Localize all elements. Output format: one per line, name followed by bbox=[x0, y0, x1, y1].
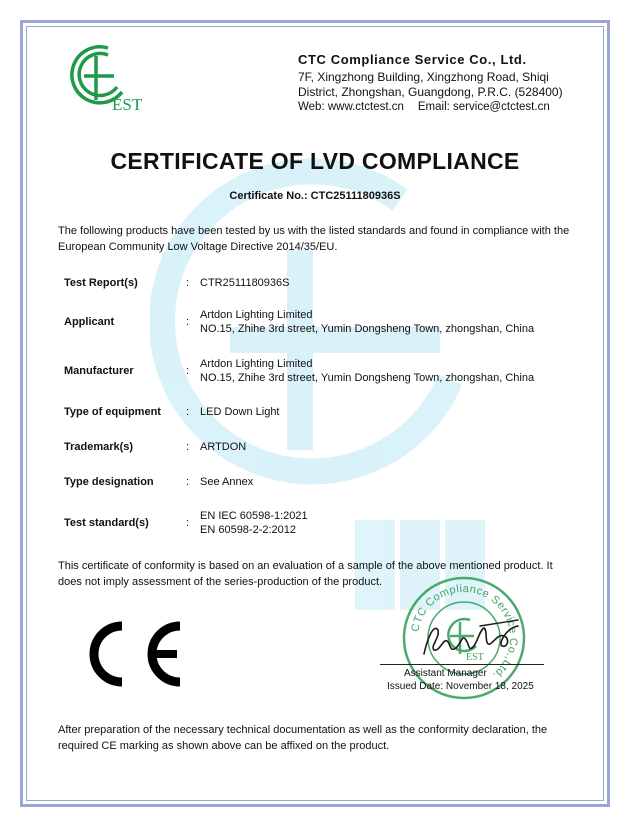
company-web: Web: www.ctctest.cn bbox=[298, 101, 404, 113]
ctc-logo bbox=[64, 40, 148, 114]
colon: : bbox=[186, 441, 190, 453]
stamp-ring-text: CTC Compliance Service Co.,Ltd. bbox=[409, 582, 520, 682]
colon: : bbox=[186, 476, 190, 488]
value-applicant-name: Artdon Lighting Limited bbox=[200, 309, 313, 321]
colon: : bbox=[186, 365, 190, 377]
conformity-paragraph: This certificate of conformity is based on an evaluation of a sample of the above mentioned product. It does not imply assessment of the series-production of the product. bbox=[58, 560, 553, 588]
colon: : bbox=[186, 517, 190, 529]
issued-date: Issued Date: November 18, 2025 bbox=[387, 681, 534, 692]
value-manufacturer-name: Artdon Lighting Limited bbox=[200, 358, 313, 370]
footer-paragraph: After preparation of the necessary technical documentation as well as the conformity declaration, the required CE marking as shown above can be affixed on the product. bbox=[58, 724, 548, 752]
label-trademark: Trademark(s) bbox=[64, 441, 134, 453]
value-trademark: ARTDON bbox=[200, 441, 247, 453]
signature-line bbox=[380, 664, 544, 665]
value-equipment: LED Down Light bbox=[200, 406, 280, 418]
colon: : bbox=[186, 277, 190, 289]
value-manufacturer-address: NO.15, Zhihe 3rd street, Yumin Dongsheng Town, zhongshan, China bbox=[200, 372, 535, 384]
stamp-center-text: EST bbox=[466, 652, 484, 663]
colon: : bbox=[186, 406, 190, 418]
company-name: CTC Compliance Service Co., Ltd. bbox=[298, 52, 527, 67]
label-designation: Type designation bbox=[64, 476, 154, 488]
value-applicant-address: NO.15, Zhihe 3rd street, Yumin Dongsheng Town, zhongshan, China bbox=[200, 323, 535, 335]
label-standards: Test standard(s) bbox=[64, 517, 149, 529]
intro-paragraph: The following products have been tested by us with the listed standards and found in compliance with the European Community Low Voltage Directive 2014/35/EU. bbox=[58, 225, 570, 253]
value-test-report: CTR2511180936S bbox=[200, 277, 290, 289]
label-manufacturer: Manufacturer bbox=[64, 365, 134, 377]
label-applicant: Applicant bbox=[64, 316, 115, 328]
logo-text: EST bbox=[112, 95, 143, 114]
signatory-title: Assistant Manager bbox=[404, 668, 487, 679]
colon: : bbox=[186, 316, 190, 328]
ce-mark bbox=[82, 618, 186, 690]
certificate-title: CERTIFICATE OF LVD COMPLIANCE bbox=[110, 148, 520, 174]
value-designation: See Annex bbox=[200, 476, 254, 488]
company-address-line2: District, Zhongshan, Guangdong, P.R.C. (528400) bbox=[298, 85, 563, 99]
company-block bbox=[298, 52, 564, 115]
company-contact bbox=[298, 100, 564, 115]
value-standard-1: EN IEC 60598-1:2021 bbox=[200, 510, 308, 522]
value-standard-2: EN 60598-2-2:2012 bbox=[200, 524, 297, 536]
signature bbox=[418, 616, 526, 662]
label-test-report: Test Report(s) bbox=[64, 277, 138, 289]
company-email: Email: service@ctctest.cn bbox=[417, 101, 550, 113]
company-address-line1: 7F, Xingzhong Building, Xingzhong Road, Shiqi bbox=[298, 70, 549, 84]
certificate-number: Certificate No.: CTC2511180936S bbox=[229, 190, 401, 202]
label-equipment: Type of equipment bbox=[64, 406, 161, 418]
